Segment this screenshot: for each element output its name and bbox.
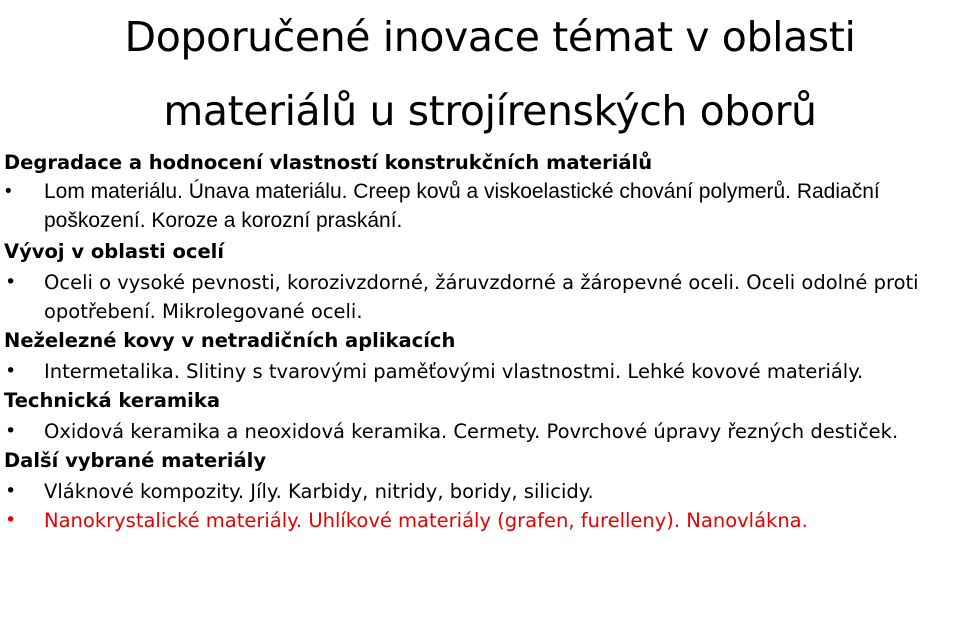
bullet-text: Lom materiálu. Únava materiálu. Creep kovů a viskoelastické chování polymerů. Radiační poškození. Koroze a korozní praskání. (44, 180, 880, 232)
bullet-text-highlight: Nanokrystalické materiály. Uhlíkové materiály (grafen, furelleny). Nanovlákna. (44, 509, 808, 532)
bullet-text: Oxidová keramika a neoxidová keramika. Cermety. Povrchové úpravy řezných destiček. (44, 420, 899, 443)
bullet-item (0, 177, 960, 235)
bullet-text: Intermetalika. Slitiny s tvarovými paměťovými vlastnostmi. Lehké kovové materiály. (44, 360, 864, 383)
section-heading-technicka-keramika: Technická keramika (4, 389, 220, 412)
bullet-icon: • (5, 509, 17, 531)
bullet-item (0, 268, 960, 326)
bullet-item (0, 477, 960, 506)
slide-content (0, 148, 960, 535)
title-line-2: materiálů u strojírenských oborů (163, 87, 817, 135)
section-heading-dalsi-materialy: Další vybrané materiály (4, 449, 267, 472)
bullet-icon: • (5, 181, 12, 202)
bullet-icon: • (5, 420, 17, 442)
title-line-1: Doporučené inovace témat v oblasti (124, 13, 856, 61)
section-heading-nezelezne-kovy: Neželezné kovy v netradičních aplikacích (4, 329, 456, 352)
bullet-icon: • (5, 360, 17, 382)
slide-title (40, 0, 940, 148)
bullet-item (0, 417, 960, 446)
bullet-text: Oceli o vysoké pevnosti, korozivzdorné, žáruvzdorné a žáropevné oceli. Oceli odolné proti opotřebení. Mikrolegované oceli. (44, 271, 919, 323)
bullet-icon: • (5, 271, 17, 293)
bullet-item-highlight (0, 506, 960, 535)
section-heading-oceli: Vývoj v oblasti ocelí (4, 240, 225, 263)
section-heading-degradace: Degradace a hodnocení vlastností konstrukčních materiálů (4, 151, 653, 174)
bullet-item (0, 357, 960, 386)
bullet-text: Vláknové kompozity. Jíly. Karbidy, nitridy, boridy, silicidy. (44, 480, 594, 503)
bullet-icon: • (5, 480, 17, 502)
